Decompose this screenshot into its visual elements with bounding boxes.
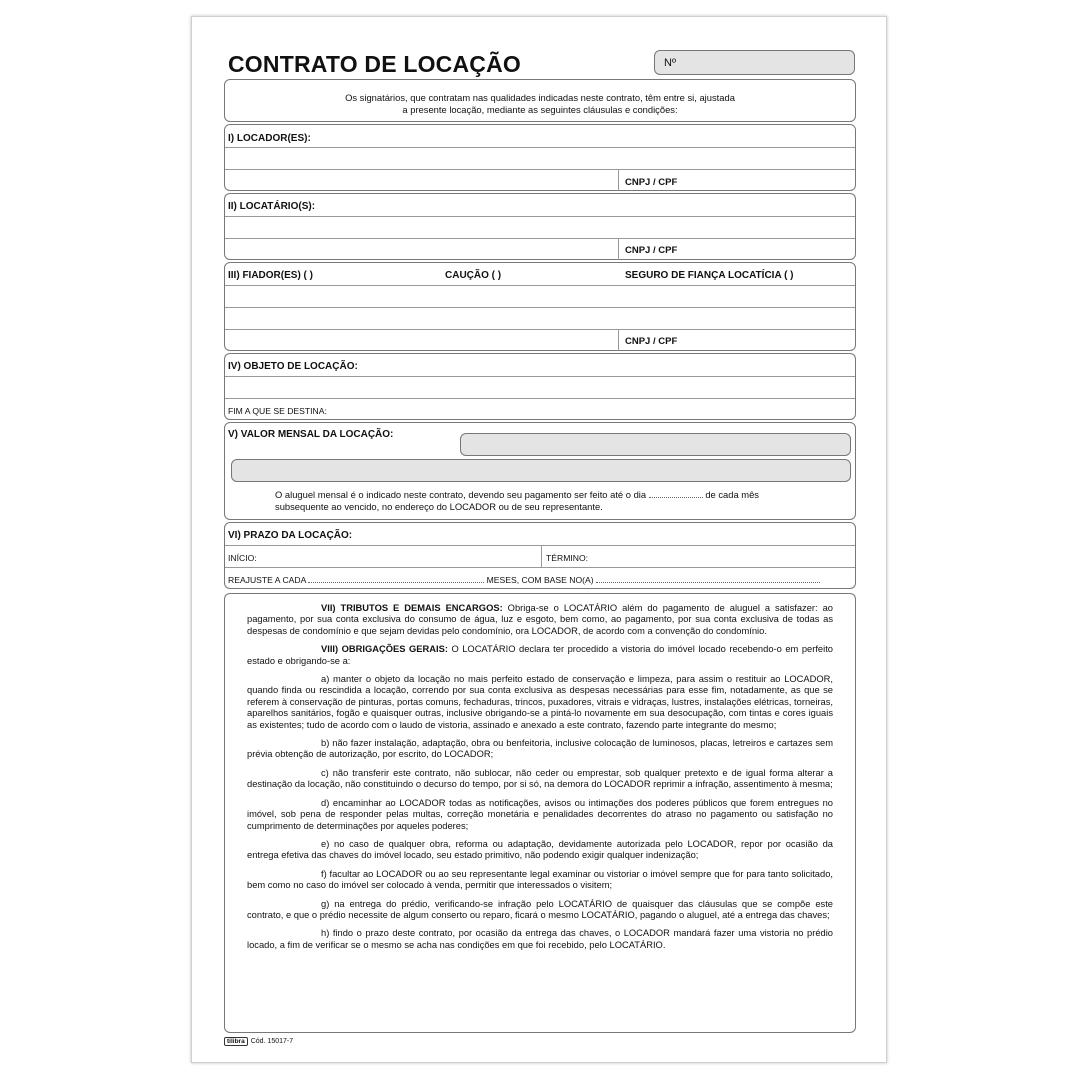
clause-viii	[247, 644, 833, 667]
clause-c: c) não transferir este contrato, não sublocar, não ceder ou emprestar, sob qualquer pretexto e de igual forma alterar a destinação da locação, não constituindo o decurso do tempo, por si só, na demora do LOCADOR reprimir a infração, assentimento à mesma;	[247, 767, 833, 790]
clause-vii-title: VII) TRIBUTOS E DEMAIS ENCARGOS:	[321, 603, 503, 613]
locador-section	[224, 124, 856, 191]
clause-d: d) encaminhar ao LOCADOR todas as notificações, avisos ou intimações dos poderes públicos que forem entregues no imóvel, sob pena de responder pelas multas, correção monetária e penalidades decorrentes do atraso no pagamento ou satisfação no cumprimento de determinações por aqueles poderes;	[247, 797, 833, 831]
divider	[618, 238, 619, 260]
seguro-header: SEGURO DE FIANÇA LOCATÍCIA ( )	[625, 270, 794, 281]
fiador-cnpj-label: CNPJ / CPF	[625, 336, 678, 347]
termino-label: TÉRMINO:	[546, 553, 589, 563]
dia-blank[interactable]	[649, 497, 703, 498]
divider	[225, 307, 855, 308]
divider	[618, 329, 619, 351]
locatario-section	[224, 193, 856, 260]
divider	[225, 398, 855, 399]
reajuste-blank[interactable]	[308, 582, 484, 583]
objeto-section	[224, 353, 856, 420]
valor-section	[224, 422, 856, 520]
divider	[225, 545, 855, 546]
fim-label: FIM A QUE SE DESTINA:	[228, 406, 327, 416]
reajuste-label: REAJUSTE A CADA	[228, 575, 306, 585]
base-blank[interactable]	[596, 582, 820, 583]
meses-label: MESES, COM BASE NO(A)	[486, 575, 594, 585]
divider	[225, 329, 855, 330]
objeto-header: IV) OBJETO DE LOCAÇÃO:	[228, 361, 358, 372]
locatario-cnpj-label: CNPJ / CPF	[625, 245, 678, 256]
caucao-header: CAUÇÃO ( )	[445, 270, 502, 281]
prazo-section	[224, 522, 856, 589]
inicio-label: INÍCIO:	[228, 553, 257, 563]
brand-logo: tilibra	[224, 1037, 248, 1046]
valor-note	[275, 489, 759, 512]
clause-vii-text: Obriga-se o LOCATÁRIO além do pagamento de aluguel a satisfazer: ao pagamento, por sua conta exclusiva do consumo de água, luz e esgoto, bem como, ao pagamento, por sua conta exclusiva de todas as despesas de condomínio e que sejam devidas pelo condomínio, ora LOCADOR, de acordo com a convenção do condomínio.	[247, 603, 833, 636]
divider	[225, 216, 855, 217]
valor-numeric-field[interactable]	[460, 433, 851, 456]
clause-g: g) na entrega do prédio, verificando-se infração pelo LOCATÁRIO de quaisquer das cláusulas que se compõe este contrato, e que o prédio necessite de algum conserto ou reparo, ficará o mesmo LOCATÁRIO, pagando o aluguel, até a entrega das chaves;	[247, 898, 833, 920]
footer	[224, 1037, 293, 1046]
prazo-header: VI) PRAZO DA LOCAÇÃO:	[228, 530, 353, 541]
intro-box	[224, 79, 856, 122]
product-code: Cód. 15017-7	[250, 1038, 294, 1045]
valor-header: V) VALOR MENSAL DA LOCAÇÃO:	[228, 429, 394, 440]
clause-vii	[247, 603, 833, 637]
fiador-header: III) FIADOR(ES) ( )	[228, 270, 313, 281]
intro-line-1: Os signatários, que contratam nas qualidades indicadas neste contrato, têm entre si, ajustada	[345, 92, 735, 103]
clause-b: b) não fazer instalação, adaptação, obra ou benfeitoria, inclusive colocação de luminosos, placas, letreiros e cartazes sem prévia obtenção de autorização, por escrito, do LOCADOR;	[247, 738, 833, 760]
divider	[225, 238, 855, 239]
clause-e: e) no caso de qualquer obra, reforma ou adaptação, devidamente autorizada pelo LOCADOR, repor por ocasião da entrega efetiva das chaves do imóvel locado, seu estado primitivo, não podendo exigir qualquer indenização;	[247, 838, 833, 861]
divider	[225, 285, 855, 286]
contract-number-field[interactable]	[654, 50, 855, 75]
page-title: CONTRATO DE LOCAÇÃO	[228, 51, 521, 77]
clause-h: h) findo o prazo deste contrato, por ocasião da entrega das chaves, o LOCADOR mandará fazer uma vistoria no prédio locado, a fim de verificar se o mesmo se acha nas condições em que foi recebido, pelo LOCATÁRIO.	[247, 928, 833, 950]
valor-note-line2: subsequente ao vencido, no endereço do LOCADOR ou de seu representante.	[275, 500, 603, 512]
divider	[618, 169, 619, 191]
intro-line-2: a presente locação, mediante as seguintes cláusulas e condições:	[402, 103, 678, 115]
reajuste-row	[228, 575, 820, 585]
clauses-box	[224, 593, 856, 1033]
locador-header: I) LOCADOR(ES):	[228, 133, 311, 144]
valor-note-part1: O aluguel mensal é o indicado neste contrato, devendo seu pagamento ser feito até o dia	[275, 489, 647, 500]
locatario-header: II) LOCATÁRIO(S):	[228, 201, 316, 212]
locador-cnpj-label: CNPJ / CPF	[625, 177, 678, 188]
contract-number-label: Nº	[664, 57, 676, 69]
clause-f: f) facultar ao LOCADOR ou ao seu representante legal examinar ou vistoriar o imóvel sempre que for para tanto solicitado, bem como no caso do imóvel ser colocado à venda, permitir que interessados o visitem;	[247, 868, 833, 891]
valor-extenso-field[interactable]	[231, 459, 851, 482]
divider	[225, 376, 855, 377]
divider	[225, 147, 855, 148]
clause-a: a) manter o objeto da locação no mais perfeito estado de conservação e limpeza, para assim o restituir ao LOCADOR, quando finda ou rescindida a locação, correndo por sua conta exclusiva as despesas necessárias para esse fim, notadamente, as que se referem à conservação de pinturas, portas comuns, fechaduras, trincos, puxadores, vitrais e vidraças, lustres, instalações elétricas, torneiras, aparelhos sanitários, fogão e quaisquer outras, inclusive obrigando-se a pintá-lo novamente em sua desocupação, com tintas e cores iguais as existentes; tudo de acordo com o laudo de vistoria, assinado e anexado a este contrato, fazendo parte integrante do mesmo;	[247, 674, 833, 730]
divider	[225, 169, 855, 170]
clause-viii-text: O LOCATÁRIO declara ter procedido a vistoria do imóvel locado recebendo-o em perfeito estado e obrigando-se a:	[247, 644, 833, 666]
divider	[225, 567, 855, 568]
clause-viii-title: VIII) OBRIGAÇÕES GERAIS:	[321, 644, 448, 655]
contract-form-sheet	[191, 16, 887, 1063]
valor-note-part2: de cada mês	[705, 489, 759, 500]
divider	[541, 545, 542, 567]
fiador-section	[224, 262, 856, 351]
